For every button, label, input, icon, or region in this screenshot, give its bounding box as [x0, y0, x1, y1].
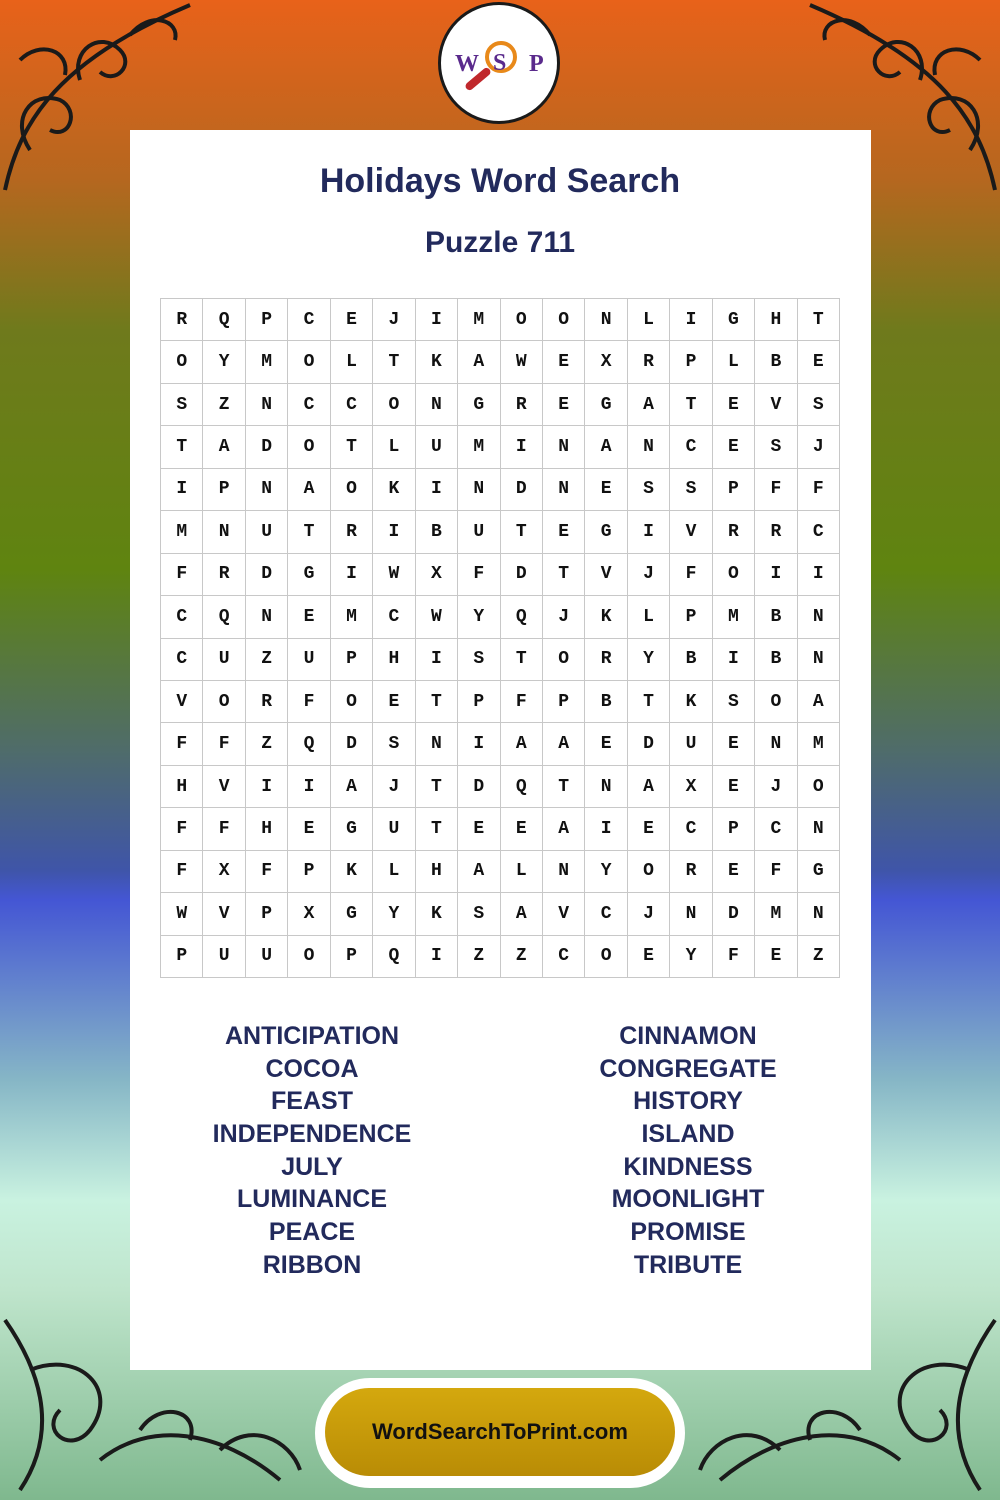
grid-cell[interactable]: G [288, 554, 330, 596]
grid-cell[interactable]: C [543, 936, 585, 978]
grid-cell[interactable]: T [628, 681, 670, 723]
grid-cell[interactable]: I [628, 511, 670, 553]
grid-cell[interactable]: S [670, 469, 712, 511]
grid-cell[interactable]: H [161, 766, 203, 808]
grid-cell[interactable]: A [585, 426, 627, 468]
grid-cell[interactable]: S [373, 723, 415, 765]
grid-cell[interactable]: D [458, 766, 500, 808]
grid-cell[interactable]: Z [798, 936, 840, 978]
grid-cell[interactable]: T [501, 511, 543, 553]
grid-cell[interactable]: O [798, 766, 840, 808]
grid-cell[interactable]: C [161, 596, 203, 638]
grid-cell[interactable]: T [288, 511, 330, 553]
grid-cell[interactable]: G [585, 384, 627, 426]
grid-cell[interactable]: A [798, 681, 840, 723]
grid-cell[interactable]: F [161, 808, 203, 850]
word-list-item: MOONLIGHT [611, 1185, 765, 1214]
grid-cell[interactable]: N [246, 384, 288, 426]
grid-cell[interactable]: O [288, 936, 330, 978]
grid-cell[interactable]: Q [288, 723, 330, 765]
word-list-item: RIBBON [262, 1250, 362, 1279]
grid-cell[interactable]: J [755, 766, 797, 808]
grid-cell[interactable]: N [203, 511, 245, 553]
grid-cell[interactable]: T [416, 766, 458, 808]
grid-cell[interactable]: T [543, 554, 585, 596]
grid-cell[interactable]: U [670, 723, 712, 765]
letter-grid[interactable] [160, 298, 840, 978]
grid-cell[interactable]: I [501, 426, 543, 468]
grid-cell[interactable]: T [501, 639, 543, 681]
grid-cell[interactable]: A [203, 426, 245, 468]
grid-cell[interactable]: N [458, 469, 500, 511]
grid-cell[interactable]: K [585, 596, 627, 638]
grid-cell[interactable]: F [798, 469, 840, 511]
grid-cell[interactable]: E [713, 851, 755, 893]
word-list-item: ISLAND [641, 1120, 735, 1149]
grid-cell[interactable]: F [670, 554, 712, 596]
grid-cell[interactable]: F [203, 723, 245, 765]
page-title: Holidays Word Search [319, 162, 681, 200]
grid-cell[interactable]: G [713, 299, 755, 341]
grid-cell[interactable]: I [416, 299, 458, 341]
grid-cell[interactable]: D [501, 554, 543, 596]
grid-cell[interactable]: F [458, 554, 500, 596]
grid-cell[interactable]: O [331, 469, 373, 511]
grid-cell[interactable]: P [246, 299, 288, 341]
grid-cell[interactable]: C [331, 384, 373, 426]
grid-cell[interactable]: H [416, 851, 458, 893]
grid-cell[interactable]: J [628, 893, 670, 935]
word-list-item: FEAST [271, 1087, 353, 1116]
grid-cell[interactable]: H [755, 299, 797, 341]
grid-cell[interactable]: L [713, 341, 755, 383]
grid-cell[interactable]: E [288, 808, 330, 850]
grid-cell[interactable]: F [246, 851, 288, 893]
grid-cell[interactable]: X [670, 766, 712, 808]
grid-cell[interactable]: I [755, 554, 797, 596]
grid-cell[interactable]: N [416, 723, 458, 765]
grid-cell[interactable]: R [585, 639, 627, 681]
word-list-item: CINNAMON [619, 1022, 757, 1050]
grid-cell[interactable]: I [416, 469, 458, 511]
grid-cell[interactable]: G [331, 893, 373, 935]
grid-cell[interactable]: W [373, 554, 415, 596]
grid-cell[interactable]: N [543, 469, 585, 511]
grid-cell[interactable]: V [585, 554, 627, 596]
word-list-item: HISTORY [633, 1087, 743, 1116]
grid-cell[interactable]: N [585, 299, 627, 341]
grid-cell[interactable]: S [161, 384, 203, 426]
grid-cell[interactable]: T [670, 384, 712, 426]
grid-cell[interactable]: O [288, 341, 330, 383]
grid-cell[interactable]: W [501, 341, 543, 383]
grid-cell[interactable]: B [416, 511, 458, 553]
grid-cell[interactable]: V [755, 384, 797, 426]
grid-cell[interactable]: E [755, 936, 797, 978]
grid-cell[interactable]: M [331, 596, 373, 638]
word-list-item: COCOA [265, 1054, 359, 1083]
grid-cell[interactable]: K [670, 681, 712, 723]
word-list-item: INDEPENDENCE [212, 1120, 412, 1149]
grid-cell[interactable]: D [246, 426, 288, 468]
word-list-item: KINDNESS [623, 1152, 753, 1181]
grid-cell[interactable]: D [331, 723, 373, 765]
grid-cell[interactable]: N [798, 596, 840, 638]
grid-cell[interactable]: N [543, 851, 585, 893]
grid-cell[interactable]: R [331, 511, 373, 553]
grid-cell[interactable]: J [628, 554, 670, 596]
grid-cell[interactable]: V [161, 681, 203, 723]
grid-cell[interactable]: A [288, 469, 330, 511]
grid-cell[interactable]: I [246, 766, 288, 808]
grid-cell[interactable]: J [543, 596, 585, 638]
grid-cell[interactable]: I [331, 554, 373, 596]
grid-cell[interactable]: O [628, 851, 670, 893]
word-list-item: PEACE [268, 1218, 356, 1247]
grid-cell[interactable]: C [288, 384, 330, 426]
grid-cell[interactable]: I [670, 299, 712, 341]
grid-cell[interactable]: P [543, 681, 585, 723]
grid-cell[interactable]: E [543, 341, 585, 383]
grid-cell[interactable]: E [585, 723, 627, 765]
grid-cell[interactable]: N [416, 384, 458, 426]
grid-cell[interactable]: E [798, 341, 840, 383]
grid-cell[interactable]: K [331, 851, 373, 893]
grid-cell[interactable]: E [585, 469, 627, 511]
grid-cell[interactable]: E [373, 681, 415, 723]
grid-cell[interactable]: E [331, 299, 373, 341]
grid-cell[interactable]: N [246, 469, 288, 511]
grid-cell[interactable]: M [713, 596, 755, 638]
grid-cell[interactable]: R [203, 554, 245, 596]
grid-cell[interactable]: E [713, 384, 755, 426]
grid-cell[interactable]: A [543, 723, 585, 765]
logo-letter-w: W [455, 51, 479, 77]
grid-cell[interactable]: A [628, 384, 670, 426]
grid-cell[interactable]: P [713, 469, 755, 511]
grid-cell[interactable]: P [161, 936, 203, 978]
grid-cell[interactable]: Z [203, 384, 245, 426]
grid-cell[interactable]: U [203, 936, 245, 978]
grid-cell[interactable]: E [458, 808, 500, 850]
word-list-item: JULY [281, 1152, 343, 1181]
grid-cell[interactable]: I [416, 639, 458, 681]
grid-cell[interactable]: D [628, 723, 670, 765]
grid-cell[interactable]: W [416, 596, 458, 638]
grid-cell[interactable]: Z [501, 936, 543, 978]
site-logo[interactable] [438, 2, 560, 124]
grid-cell[interactable]: O [755, 681, 797, 723]
grid-cell[interactable]: L [628, 596, 670, 638]
grid-cell[interactable]: T [373, 341, 415, 383]
grid-cell[interactable]: E [543, 384, 585, 426]
grid-cell[interactable]: F [501, 681, 543, 723]
grid-cell[interactable]: O [713, 554, 755, 596]
grid-cell[interactable]: O [288, 426, 330, 468]
grid-cell[interactable]: V [670, 511, 712, 553]
grid-cell[interactable]: O [543, 639, 585, 681]
grid-cell[interactable]: N [755, 723, 797, 765]
grid-cell[interactable]: S [628, 469, 670, 511]
grid-cell[interactable]: P [288, 851, 330, 893]
grid-cell[interactable]: N [246, 596, 288, 638]
grid-cell[interactable]: O [585, 936, 627, 978]
grid-cell[interactable]: L [501, 851, 543, 893]
grid-cell[interactable]: B [755, 341, 797, 383]
grid-cell[interactable]: J [798, 426, 840, 468]
grid-cell[interactable]: R [501, 384, 543, 426]
grid-cell[interactable]: M [246, 341, 288, 383]
grid-cell[interactable]: T [543, 766, 585, 808]
grid-cell[interactable]: I [713, 639, 755, 681]
grid-cell[interactable]: C [585, 893, 627, 935]
grid-cell[interactable]: Q [501, 596, 543, 638]
grid-cell[interactable]: F [288, 681, 330, 723]
grid-cell[interactable]: L [628, 299, 670, 341]
grid-cell[interactable]: T [416, 808, 458, 850]
grid-cell[interactable]: Z [246, 723, 288, 765]
grid-cell[interactable]: Z [246, 639, 288, 681]
grid-cell[interactable]: I [585, 808, 627, 850]
grid-cell[interactable]: H [246, 808, 288, 850]
grid-cell[interactable]: C [288, 299, 330, 341]
grid-cell[interactable]: E [628, 936, 670, 978]
word-list-left [162, 1020, 462, 1282]
grid-cell[interactable]: Z [458, 936, 500, 978]
grid-cell[interactable]: O [161, 341, 203, 383]
grid-cell[interactable]: U [203, 639, 245, 681]
grid-cell[interactable]: B [755, 639, 797, 681]
grid-cell[interactable]: F [203, 808, 245, 850]
grid-cell[interactable]: M [161, 511, 203, 553]
logo-letter-s: S [493, 50, 507, 76]
grid-cell[interactable]: X [416, 554, 458, 596]
grid-cell[interactable]: G [585, 511, 627, 553]
grid-cell[interactable]: R [246, 681, 288, 723]
grid-cell[interactable]: A [501, 723, 543, 765]
grid-cell[interactable]: A [628, 766, 670, 808]
grid-cell[interactable]: S [755, 426, 797, 468]
grid-cell[interactable]: Y [458, 596, 500, 638]
grid-cell[interactable]: V [543, 893, 585, 935]
grid-cell[interactable]: U [373, 808, 415, 850]
grid-cell[interactable]: G [331, 808, 373, 850]
grid-cell[interactable]: Y [373, 893, 415, 935]
grid-cell[interactable]: R [755, 511, 797, 553]
grid-cell[interactable]: R [628, 341, 670, 383]
grid-cell[interactable]: S [798, 384, 840, 426]
grid-cell[interactable]: M [458, 299, 500, 341]
grid-cell[interactable]: H [373, 639, 415, 681]
grid-cell[interactable]: A [331, 766, 373, 808]
grid-cell[interactable]: T [331, 426, 373, 468]
grid-cell[interactable]: M [798, 723, 840, 765]
website-link-button[interactable]: WordSearchToPrint.com [325, 1388, 675, 1476]
grid-cell[interactable]: N [798, 639, 840, 681]
grid-cell[interactable]: A [458, 851, 500, 893]
grid-cell[interactable]: F [161, 723, 203, 765]
grid-cell[interactable]: D [501, 469, 543, 511]
grid-cell[interactable]: O [373, 384, 415, 426]
grid-cell[interactable]: F [161, 554, 203, 596]
grid-cell[interactable]: Q [203, 299, 245, 341]
grid-cell[interactable]: N [543, 426, 585, 468]
grid-cell[interactable]: Y [203, 341, 245, 383]
grid-cell[interactable]: B [670, 639, 712, 681]
grid-cell[interactable]: T [161, 426, 203, 468]
grid-cell[interactable]: N [585, 766, 627, 808]
grid-cell[interactable]: E [713, 426, 755, 468]
grid-cell[interactable]: Y [628, 639, 670, 681]
grid-cell[interactable]: C [798, 511, 840, 553]
grid-cell[interactable]: K [416, 341, 458, 383]
word-list-item: ANTICIPATION [224, 1022, 400, 1050]
grid-cell[interactable]: P [670, 341, 712, 383]
grid-cell[interactable]: X [203, 851, 245, 893]
grid-cell[interactable]: V [203, 766, 245, 808]
grid-cell[interactable]: E [501, 808, 543, 850]
grid-cell[interactable]: T [416, 681, 458, 723]
grid-cell[interactable]: P [203, 469, 245, 511]
grid-cell[interactable]: R [713, 511, 755, 553]
grid-cell[interactable]: K [416, 893, 458, 935]
grid-cell[interactable]: U [458, 511, 500, 553]
word-list-item: LUMINANCE [237, 1185, 387, 1214]
grid-cell[interactable]: N [798, 893, 840, 935]
grid-cell[interactable]: M [755, 893, 797, 935]
word-list-item: PROMISE [630, 1218, 746, 1247]
grid-cell[interactable]: D [246, 554, 288, 596]
grid-cell[interactable]: Q [501, 766, 543, 808]
grid-cell[interactable]: K [373, 469, 415, 511]
grid-cell[interactable]: C [161, 639, 203, 681]
grid-cell[interactable]: I [161, 469, 203, 511]
grid-cell[interactable]: I [373, 511, 415, 553]
grid-cell[interactable]: I [288, 766, 330, 808]
grid-cell[interactable]: U [288, 639, 330, 681]
grid-cell[interactable]: P [458, 681, 500, 723]
grid-cell[interactable]: C [373, 596, 415, 638]
grid-cell[interactable]: L [373, 426, 415, 468]
grid-cell[interactable]: N [798, 808, 840, 850]
grid-cell[interactable]: P [246, 893, 288, 935]
grid-cell[interactable]: Q [373, 936, 415, 978]
grid-cell[interactable]: N [628, 426, 670, 468]
grid-cell[interactable]: L [373, 851, 415, 893]
grid-cell[interactable]: J [373, 766, 415, 808]
word-list-right [538, 1020, 838, 1282]
grid-cell[interactable]: I [798, 554, 840, 596]
grid-cell[interactable]: P [331, 639, 373, 681]
grid-cell[interactable]: C [670, 808, 712, 850]
grid-cell[interactable]: F [713, 936, 755, 978]
word-list-item: TRIBUTE [633, 1250, 743, 1279]
grid-cell[interactable]: F [755, 469, 797, 511]
grid-cell[interactable]: O [203, 681, 245, 723]
puzzle-number: Puzzle 711 [424, 226, 576, 259]
grid-cell[interactable]: T [798, 299, 840, 341]
grid-cell[interactable]: Q [203, 596, 245, 638]
grid-cell[interactable]: E [543, 511, 585, 553]
grid-cell[interactable]: C [670, 426, 712, 468]
grid-cell[interactable]: I [458, 723, 500, 765]
grid-cell[interactable]: P [713, 808, 755, 850]
logo-letter-p: P [529, 51, 544, 77]
grid-cell[interactable]: S [713, 681, 755, 723]
grid-cell[interactable]: B [755, 596, 797, 638]
grid-cell[interactable]: L [331, 341, 373, 383]
grid-cell[interactable]: Y [585, 851, 627, 893]
grid-cell[interactable]: G [798, 851, 840, 893]
grid-cell[interactable]: A [543, 808, 585, 850]
grid-cell[interactable]: B [585, 681, 627, 723]
grid-cell[interactable]: E [628, 808, 670, 850]
grid-cell[interactable]: S [458, 639, 500, 681]
grid-cell[interactable]: P [670, 596, 712, 638]
grid-cell[interactable]: E [713, 766, 755, 808]
grid-cell[interactable]: O [543, 299, 585, 341]
grid-cell[interactable]: X [585, 341, 627, 383]
grid-cell[interactable]: P [331, 936, 373, 978]
grid-cell[interactable]: U [416, 426, 458, 468]
grid-cell[interactable]: F [755, 851, 797, 893]
grid-cell[interactable]: X [288, 893, 330, 935]
grid-cell[interactable]: O [501, 299, 543, 341]
grid-cell[interactable]: S [458, 893, 500, 935]
grid-cell[interactable]: U [246, 511, 288, 553]
grid-cell[interactable]: E [713, 723, 755, 765]
grid-cell[interactable]: N [670, 893, 712, 935]
grid-cell[interactable]: G [458, 384, 500, 426]
grid-cell[interactable]: D [713, 893, 755, 935]
grid-cell[interactable]: C [755, 808, 797, 850]
grid-cell[interactable]: F [161, 851, 203, 893]
grid-cell[interactable]: V [203, 893, 245, 935]
grid-cell[interactable]: O [331, 681, 373, 723]
grid-cell[interactable]: I [416, 936, 458, 978]
grid-cell[interactable]: A [458, 341, 500, 383]
grid-cell[interactable]: R [670, 851, 712, 893]
grid-cell[interactable]: W [161, 893, 203, 935]
grid-cell[interactable]: A [501, 893, 543, 935]
grid-cell[interactable]: Y [670, 936, 712, 978]
word-list-item: CONGREGATE [599, 1054, 777, 1083]
grid-cell[interactable]: U [246, 936, 288, 978]
grid-cell[interactable]: E [288, 596, 330, 638]
grid-cell[interactable]: M [458, 426, 500, 468]
grid-cell[interactable]: J [373, 299, 415, 341]
grid-cell[interactable]: R [161, 299, 203, 341]
